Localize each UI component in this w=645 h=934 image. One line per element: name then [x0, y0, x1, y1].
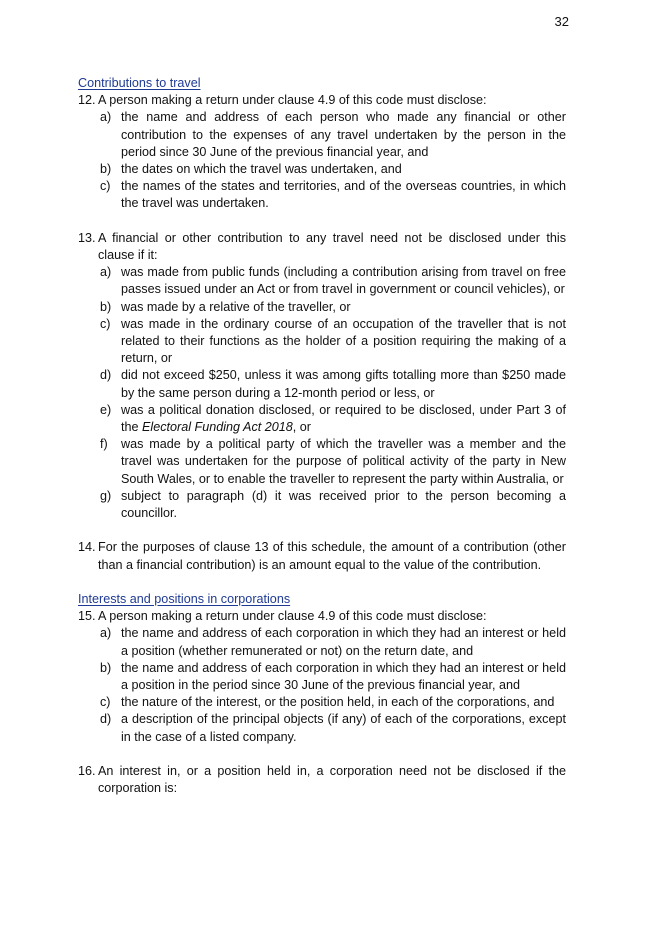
item-text-after: , or	[292, 420, 311, 435]
item-text: the names of the states and territories, and of the overseas countries, in which the travel was undertaken.	[121, 179, 566, 211]
item-letter: a)	[100, 626, 112, 641]
clause-12-list	[78, 109, 566, 212]
item-letter: a)	[100, 110, 112, 125]
item-text: was made from public funds (including a contribution arising from travel on free passes issued under an Act or from travel in government or council vehicles), or	[121, 265, 566, 297]
item-letter: d)	[100, 368, 112, 383]
item-letter: a)	[100, 265, 112, 280]
section-heading-corporations: Interests and positions in corporations	[78, 592, 291, 607]
list-item	[78, 711, 566, 745]
item-letter: b)	[100, 660, 112, 675]
clause-number: 15.	[78, 609, 96, 624]
item-text: the name and address of each corporation in which they had an interest or held a position in the period since 30 June of the previous financial year, and	[121, 660, 566, 693]
item-text: a description of the principal objects (if any) of each of the corporations, except in the case of a listed company.	[121, 712, 566, 744]
item-letter: c)	[100, 179, 111, 194]
clause-15	[78, 608, 566, 625]
item-text: the name and address of each person who made any financial or other contribution to the expenses of any travel undertaken by the person in the period since 30 June of the previous financial year, and	[121, 110, 566, 159]
spacer	[78, 213, 566, 230]
clause-14	[78, 539, 566, 573]
item-letter: f)	[100, 437, 108, 452]
item-text: did not exceed $250, unless it was among gifts totalling more than $250 made by the same person during a 12-month period or less, or	[121, 368, 566, 400]
item-letter: c)	[100, 316, 111, 331]
list-item	[78, 660, 566, 694]
item-text: was made in the ordinary course of an occupation of the traveller that is not related to their functions as the holder of a position requiring the making of a return, or	[121, 316, 566, 366]
list-item	[78, 178, 566, 212]
item-text: the name and address of each corporation in which they had an interest or held a position (whether remunerated or not) on the return date, and	[121, 626, 566, 658]
spacer	[78, 522, 566, 539]
act-title: Electoral Funding Act 2018	[142, 420, 293, 435]
item-letter: e)	[100, 402, 112, 417]
page-number: 32	[554, 14, 569, 29]
item-text: subject to paragraph (d) it was received prior to the person becoming a councillor.	[121, 488, 566, 521]
section-heading-travel: Contributions to travel	[78, 76, 201, 90]
document-body	[78, 75, 566, 797]
list-item	[78, 694, 566, 711]
clause-intro: A person making a return under clause 4.9 of this code must disclose:	[98, 93, 487, 108]
list-item	[78, 161, 566, 178]
clause-15-list	[78, 625, 566, 745]
list-item	[78, 488, 566, 522]
item-text: the nature of the interest, or the position held, in each of the corporations, and	[121, 695, 555, 710]
item-letter: b)	[100, 299, 112, 314]
clause-13	[78, 230, 566, 264]
item-letter: c)	[100, 695, 111, 710]
item-letter: b)	[100, 162, 112, 177]
list-item	[78, 264, 566, 298]
item-letter: g)	[100, 488, 112, 503]
clause-16	[78, 763, 566, 797]
clause-intro: A person making a return under clause 4.9 of this code must disclose:	[98, 609, 487, 624]
clause-number: 12.	[78, 93, 96, 108]
clause-text: An interest in, or a position held in, a corporation need not be disclosed if the corporation is:	[98, 764, 566, 796]
list-item	[78, 299, 566, 316]
list-item	[78, 367, 566, 401]
clause-13-list	[78, 264, 566, 522]
list-item	[78, 402, 566, 436]
list-item	[78, 436, 566, 488]
item-text: was made by a relative of the traveller, or	[121, 299, 351, 314]
clause-12	[78, 92, 566, 109]
clause-number: 14.	[78, 540, 96, 555]
clause-number: 13.	[78, 230, 96, 245]
item-text: was made by a political party of which the traveller was a member and the travel was undertaken for the purpose of political activity of the party in New South Wales, or to enable the traveller to represent the party within Australia, or	[121, 437, 566, 486]
item-text-before: was a political donation disclosed, or required to be disclosed, under Part 3 of the	[121, 402, 566, 435]
item-text: the dates on which the travel was undertaken, and	[121, 162, 402, 177]
list-item	[78, 316, 566, 368]
list-item	[78, 109, 566, 161]
clause-number: 16.	[78, 764, 96, 779]
list-item	[78, 625, 566, 659]
clause-text: For the purposes of clause 13 of this schedule, the amount of a contribution (other than a financial contribution) is an amount equal to the value of the contribution.	[98, 540, 566, 572]
spacer	[78, 746, 566, 763]
item-letter: d)	[100, 712, 112, 727]
spacer	[78, 574, 566, 591]
clause-intro: A financial or other contribution to any travel need not be disclosed under this clause if it:	[98, 230, 566, 263]
